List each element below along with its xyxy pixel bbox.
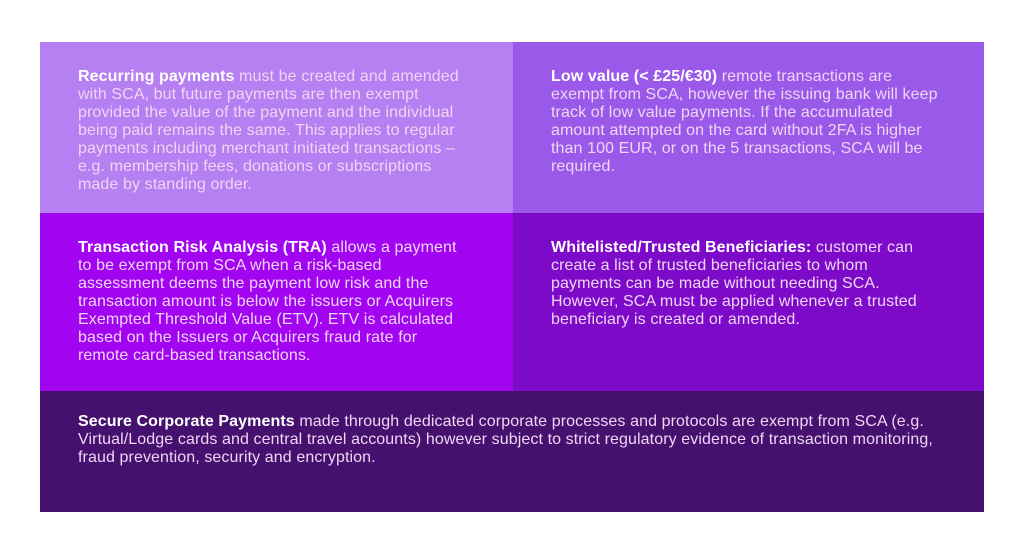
- card-lead-low-value: Low value (< £25/€30): [551, 68, 718, 85]
- card-lead-secure-corporate-payments: Secure Corporate Payments: [78, 413, 295, 430]
- card-body-whitelisted-trusted-beneficiaries: customer can create a list of trusted beneficiaries to whom payments can be made without needing SCA. However, SCA must be applied whenever a trusted beneficiary is created or amended.: [551, 239, 917, 328]
- card-text: [78, 239, 469, 365]
- card-body-low-value: remote transactions are exempt from SCA, however the issuing bank will keep track of low value payments. If the accumulated amount attempted on the card without 2FA is higher than 100 EUR, or on the 5 transactions, SCA will be required.: [551, 68, 938, 175]
- exemption-grid: [40, 42, 984, 512]
- card-lead-whitelisted-trusted-beneficiaries: Whitelisted/Trusted Beneficiaries:: [551, 239, 812, 256]
- card-text: [551, 239, 940, 329]
- card-transaction-risk-analysis: [40, 213, 513, 391]
- card-lead-transaction-risk-analysis: Transaction Risk Analysis (TRA): [78, 239, 327, 256]
- card-text: [78, 68, 469, 194]
- card-recurring-payments: [40, 42, 513, 213]
- card-secure-corporate-payments: [40, 391, 984, 512]
- card-body-recurring-payments: must be created and amended with SCA, but future payments are then exempt provided the value of the payment and the individual being paid remains the same. This applies to regular payments including merchant initiated transactions – e.g. membership fees, donations or subscriptions made by standing order.: [78, 68, 459, 193]
- card-text: [78, 413, 940, 467]
- card-whitelisted-trusted-beneficiaries: [513, 213, 984, 391]
- card-body-secure-corporate-payments: made through dedicated corporate processes and protocols are exempt from SCA (e.g. Virtual/Lodge cards and central travel accounts) however subject to strict regulatory evidence of transaction monitoring, fraud prevention, security and encryption.: [78, 413, 933, 466]
- card-body-transaction-risk-analysis: allows a payment to be exempt from SCA when a risk-based assessment deems the payment low risk and the transaction amount is below the issuers or Acquirers Exempted Threshold Value (ETV). ETV is calculated based on the Issuers or Acquirers fraud rate for remote card-based transactions.: [78, 239, 457, 364]
- card-low-value: [513, 42, 984, 213]
- card-lead-recurring-payments: Recurring payments: [78, 68, 235, 85]
- card-text: [551, 68, 940, 176]
